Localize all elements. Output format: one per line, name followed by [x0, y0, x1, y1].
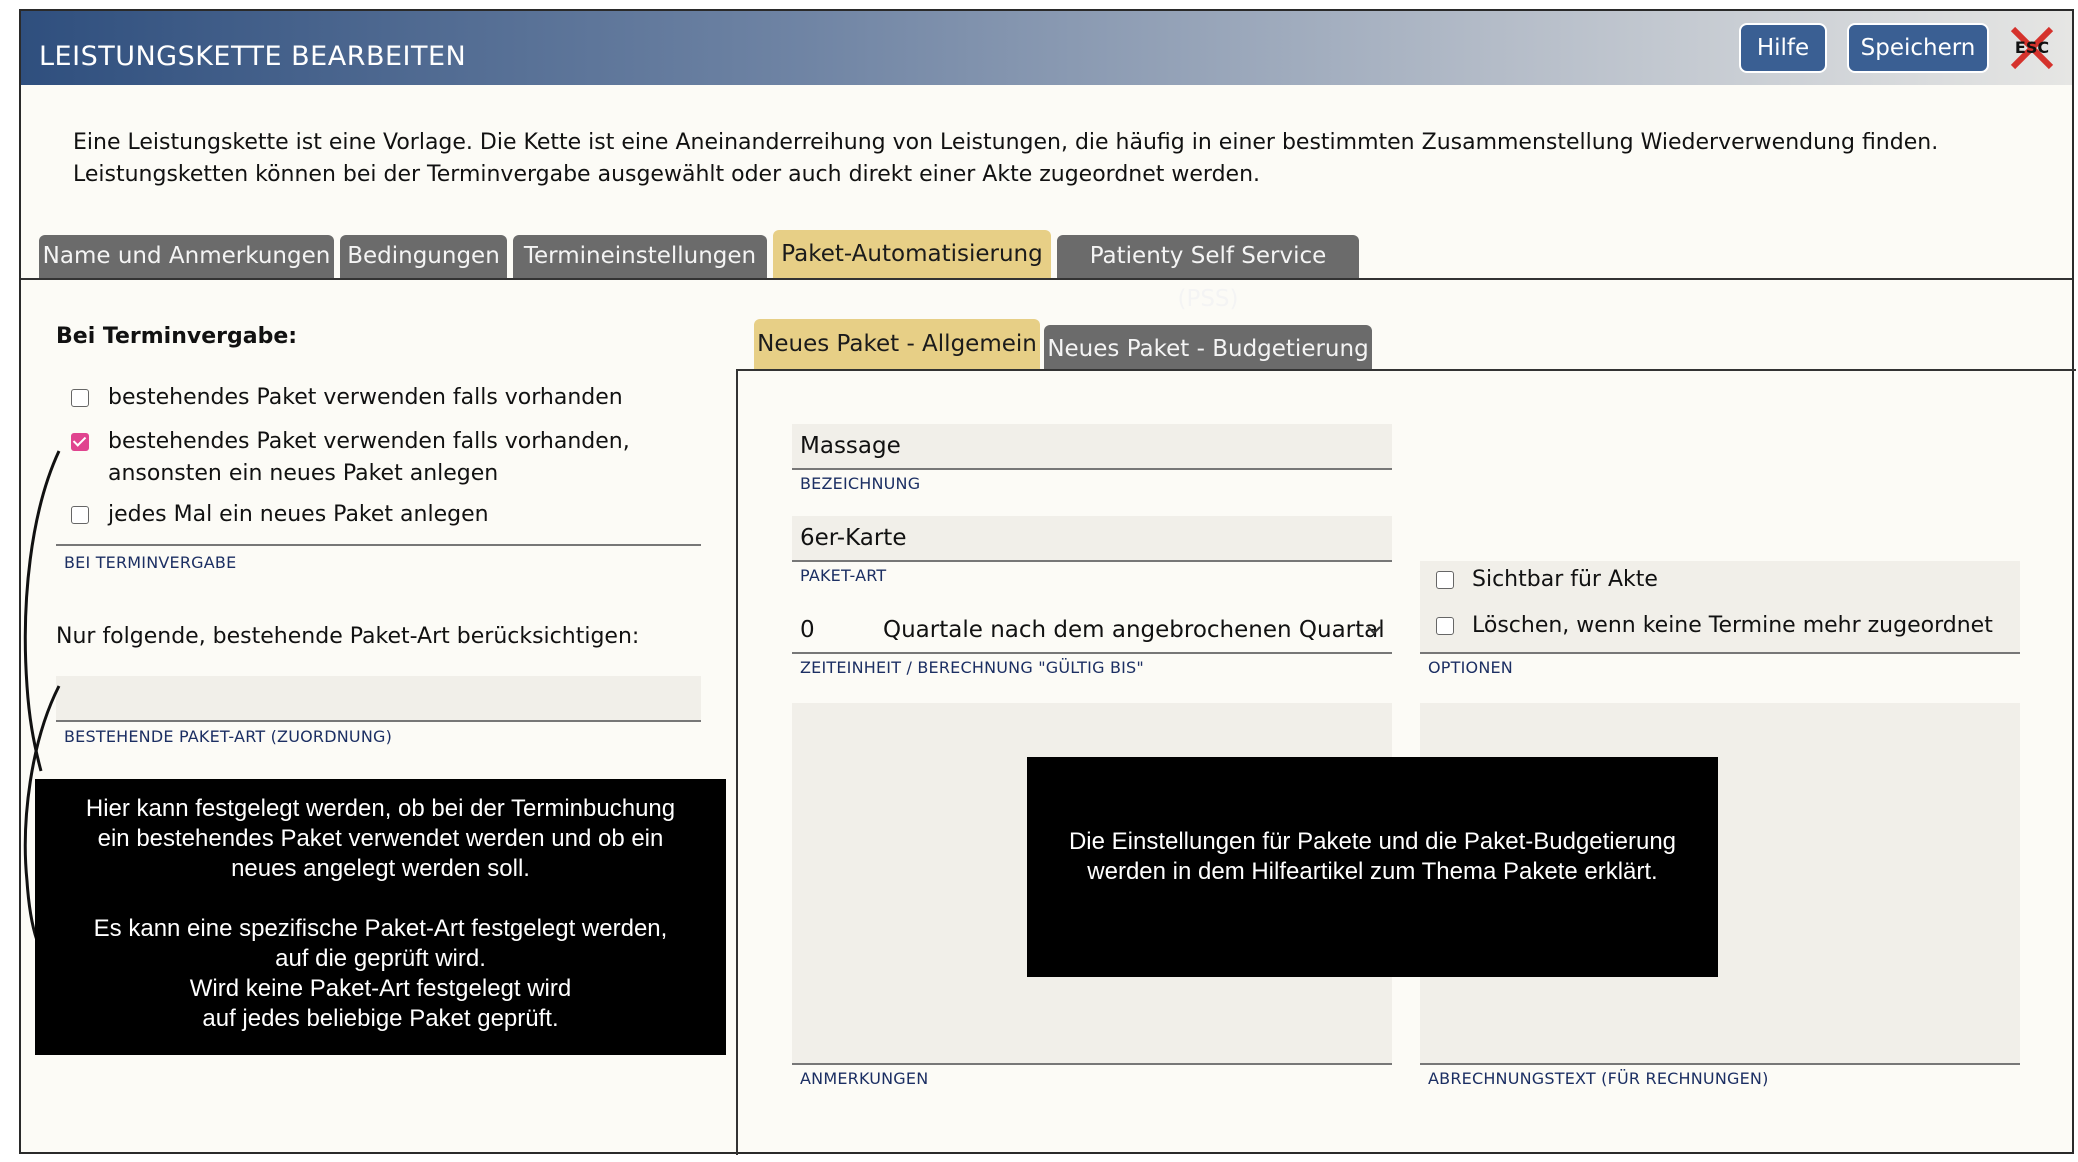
paket-art-caption: PAKET-ART [800, 566, 887, 585]
tab-pss[interactable]: Patienty Self Service (PSS) [1057, 235, 1359, 278]
options-caption: BEI TERMINVERGABE [64, 553, 237, 572]
save-button[interactable]: Speichern [1847, 23, 1989, 73]
zeiteinheit-field [792, 608, 1392, 654]
sichtbar-fuer-akte-checkbox[interactable] [1436, 571, 1454, 589]
esc-label: ESC [2014, 38, 2050, 57]
loeschen-checkbox[interactable] [1436, 617, 1454, 635]
filter-label: Nur folgende, bestehende Paket-Art berücksichtigen: [56, 624, 640, 649]
tab-bedingungen[interactable]: Bedingungen [340, 235, 507, 278]
anmerkungen-caption: ANMERKUNGEN [800, 1069, 929, 1088]
option-existing-label: bestehendes Paket verwenden falls vorhanden [108, 385, 623, 410]
chevron-down-icon[interactable] [1366, 625, 1382, 635]
bezeichnung-caption: BEZEICHNUNG [800, 474, 921, 493]
sichtbar-fuer-akte-label: Sichtbar für Akte [1472, 567, 1658, 592]
title-bar [21, 11, 2072, 85]
tab-paket-automatisierung[interactable]: Paket-Automatisierung [773, 230, 1051, 278]
zeit-number-input[interactable]: 0 [800, 617, 815, 643]
close-esc-button[interactable] [2009, 25, 2055, 71]
dialog-title: LEISTUNGSKETTE BEARBEITEN [39, 41, 467, 72]
option-existing-or-new-label: bestehendes Paket verwenden falls vorhanden, ansonsten ein neues Paket anlegen [108, 429, 630, 486]
optionen-caption: OPTIONEN [1428, 658, 1513, 677]
option-always-new-label: jedes Mal ein neues Paket anlegen [108, 502, 489, 527]
bezeichnung-input[interactable]: Massage [792, 424, 1392, 470]
help-button[interactable]: Hilfe [1739, 23, 1827, 73]
options-underline [56, 544, 701, 546]
tab-name-und-anmerkungen[interactable]: Name und Anmerkungen [39, 235, 334, 278]
subtab-neues-paket-allgemein[interactable]: Neues Paket - Allgemein [754, 319, 1040, 370]
filter-caption: BESTEHENDE PAKET-ART (ZUORDNUNG) [64, 727, 393, 746]
zeiteinheit-caption: ZEITEINHEIT / BERECHNUNG "GÜLTIG BIS" [800, 658, 1144, 677]
option-always-new-checkbox[interactable] [71, 506, 89, 524]
subtab-neues-paket-budgetierung[interactable]: Neues Paket - Budgetierung [1044, 325, 1372, 370]
annotation-left-note: Hier kann festgelegt werden, ob bei der Terminbuchung ein bestehendes Paket verwendet werden und ob ein neues angelegt werden soll. Es kann eine spezifische Paket-Art festgelegt werden, auf die geprüft wird. Wird keine Paket-Art festgelegt wird auf jedes beliebige Paket geprüft. [35, 779, 726, 1055]
dialog-window [19, 9, 2074, 1154]
annotation-right-note: Die Einstellungen für Pakete und die Paket-Budgetierung werden in dem Hilfeartikel zum Thema Pakete erklärt. [1027, 757, 1718, 977]
zeit-unit-select[interactable]: Quartale nach dem angebrochenen Quartal [883, 617, 1385, 643]
tabs-divider [21, 278, 2072, 280]
loeschen-label: Löschen, wenn keine Termine mehr zugeordnet [1472, 613, 1993, 638]
description-text: Eine Leistungskette ist eine Vorlage. Die Kette ist eine Aneinanderreihung von Leistungen, die häufig in einer bestimmten Zusammenstellung Wiederverwendung finden. Leistungsketten können bei der Terminvergabe ausgewählt oder auch direkt einer Akte zugeordnet werden. [73, 130, 1939, 187]
tab-termineinstellungen[interactable]: Termineinstellungen [513, 235, 767, 278]
bei-terminvergabe-heading: Bei Terminvergabe: [56, 324, 298, 349]
option-existing-checkbox[interactable] [71, 389, 89, 407]
option-existing-or-new-checkbox[interactable] [71, 433, 89, 451]
abrechnungstext-caption: ABRECHNUNGSTEXT (FÜR RECHNUNGEN) [1428, 1069, 1769, 1088]
existing-paket-art-input[interactable] [56, 676, 701, 722]
paket-art-input[interactable]: 6er-Karte [792, 516, 1392, 562]
